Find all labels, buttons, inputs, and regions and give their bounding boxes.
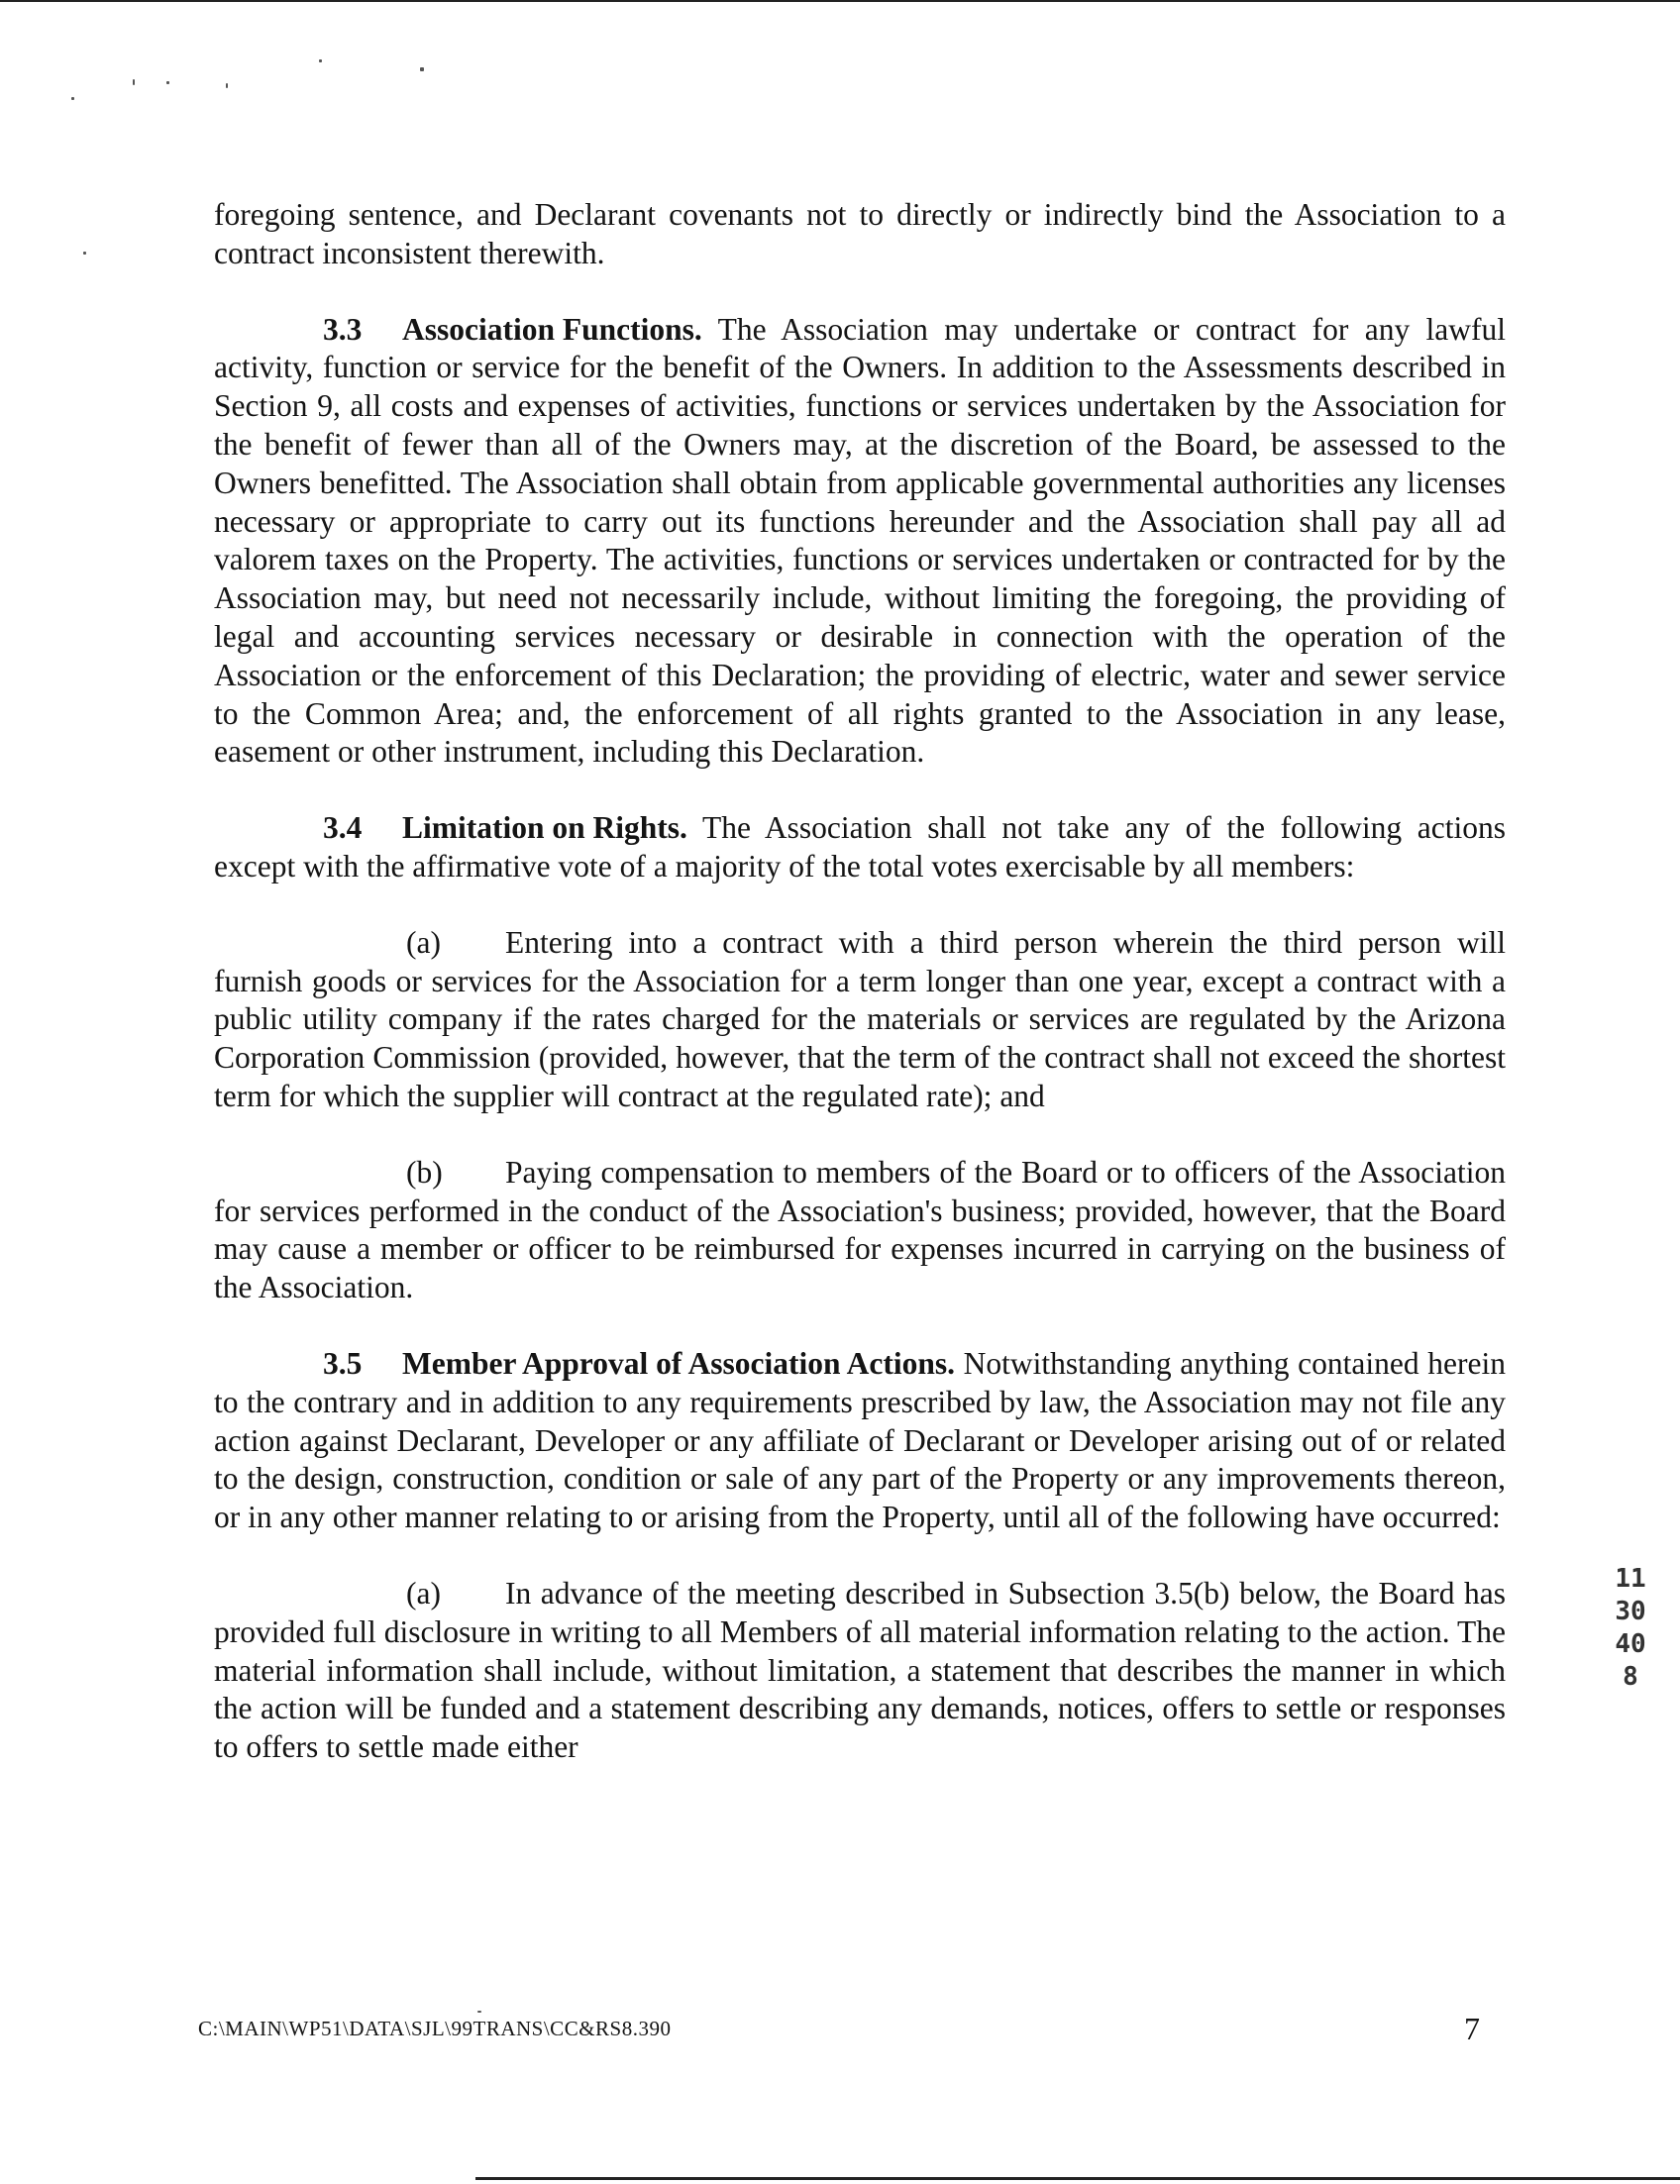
- subsection-text: In advance of the meeting described in Subsection 3.5(b) below, the Board has provided full disclosure in writing to all Members of all material information relating to the action. The material information shall include, without limitation, a statement that describes the manner in which the action will be funded and a statement describing any demands, notices, offers to settle or responses to offers to settle made either: [214, 1575, 1506, 1765]
- subsection-text: Paying compensation to members of the Board or to officers of the Association for services performed in the conduct of the Association's business; provided, however, that the Board may cause a member or officer to be reimbursed for expenses incurred in carrying on the business of the Association.: [214, 1154, 1506, 1305]
- section-title: Association Functions.: [402, 311, 702, 347]
- subsection-3-5-a: [214, 1575, 1506, 1767]
- subsection-3-4-a: [214, 924, 1506, 1116]
- section-text: The Association may undertake or contract for any lawful activity, function or service for the benefit of the Owners. In addition to the Assessments described in Section 9, all costs and expenses of activities, functions or services undertaken by the Association for the benefit of fewer than all of the Owners may, at the discretion of the Board, be assessed to the Owners benefitted. The Association shall obtain from applicable governmental authorities any licenses necessary or appropriate to carry out its functions hereunder and the Association shall pay all ad valorem taxes on the Property. The activities, functions or services undertaken or contracted for by the Association may, but need not necessarily include, without limiting the foregoing, the providing of legal and accounting services necessary or desirable in connection with the operation of the Association or the enforcement of this Declaration; the providing of electric, water and sewer service to the Common Area; and, the enforcement of all rights granted to the Association in any lease, easement or other instrument, including this Declaration.: [214, 311, 1507, 770]
- section-text: The Association shall not take any of the following actions except with the affirmative vote of a majority of the total votes exercisable by all members:: [214, 810, 1506, 884]
- section-3-5: [214, 1345, 1506, 1537]
- margin-stamp: 1130408: [1615, 1564, 1646, 1692]
- section-number: 3.4: [323, 810, 363, 846]
- subsection-3-4-b: [214, 1154, 1506, 1307]
- subsection-text: Entering into a contract with a third person wherein the third person will furnish goods or services for the Association for a term longer than one year, except a contract with a public utility company if the rates charged for the materials or services are regulated by the Arizona Corporation Commission (provided, however, that the term of the contract shall not exceed the shortest term for which the supplier will contract at the regulated rate); and: [214, 924, 1506, 1113]
- section-number: 3.5: [323, 1345, 363, 1381]
- top-edge-rule: [0, 0, 1680, 2]
- section-text: Notwithstanding anything contained herein to the contrary and in addition to any requirements prescribed by law, the Association may not file any action against Declarant, Developer or any affiliate of Declarant or Developer arising out of or related to the design, construction, condition or sale of any part of the Property or any improvements thereon, or in any other manner relating to or arising from the Property, until all of the following have occurred:: [214, 1345, 1506, 1535]
- section-title: Limitation on Rights.: [402, 810, 687, 846]
- opening-paragraph: foregoing sentence, and Declarant covenants not to directly or indirectly bind the Association to a contract inconsistent therewith.: [214, 197, 1506, 270]
- footer-file-path: C:\MAIN\WP51\DATA\SJL\99TRANS\CC&RS8.390: [198, 2017, 672, 2040]
- page-number: 7: [1464, 2011, 1480, 2046]
- section-number: 3.3: [323, 311, 363, 347]
- section-3-3: [214, 311, 1506, 773]
- subsection-label: (a): [406, 1575, 441, 1611]
- subsection-label: (b): [406, 1154, 443, 1190]
- document-body: [214, 196, 1506, 1767]
- section-3-4: [214, 809, 1506, 886]
- subsection-label: (a): [406, 924, 441, 960]
- section-title: Member Approval of Association Actions.: [402, 1345, 955, 1381]
- bottom-edge-rule: [475, 2177, 1680, 2180]
